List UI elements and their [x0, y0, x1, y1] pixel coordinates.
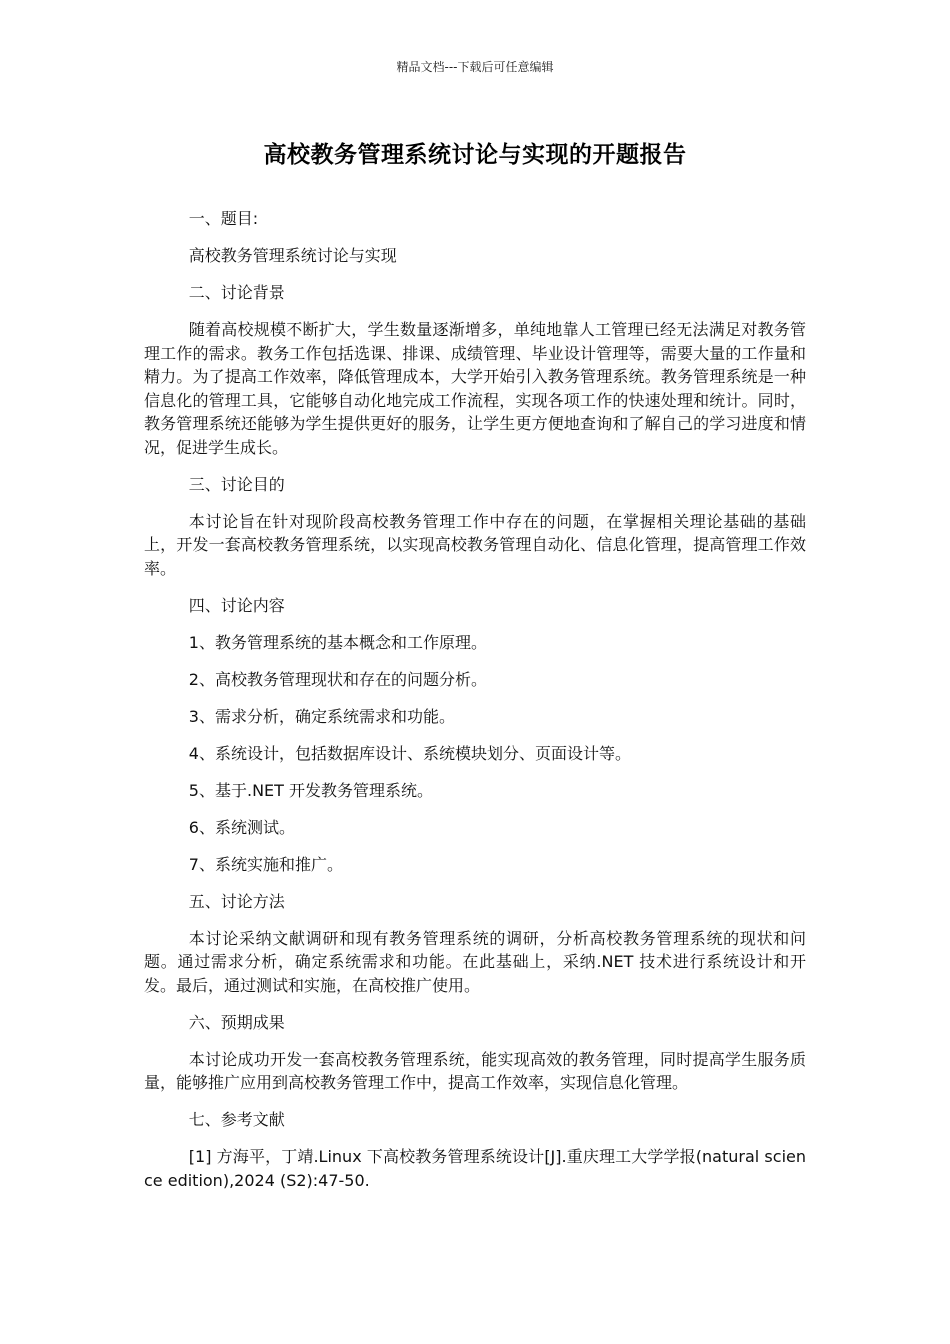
section-heading-references: 七、参考文献 [188, 1110, 285, 1129]
method-paragraph: 本讨论采纳文献调研和现有教务管理系统的调研，分析高校教务管理系统的现状和问题。通过需求分析，确定系统需求和功能。在此基础上，采纳.NET 技术进行系统设计和开发。最后，通过测试和实施，在高校推广使用。 [144, 928, 806, 995]
content-item-3: 3、需求分析，确定系统需求和功能。 [188, 706, 455, 726]
document-body [144, 207, 806, 1206]
content-item-6: 6、系统测试。 [188, 817, 295, 837]
content-item-7: 7、系统实施和推广。 [188, 854, 343, 874]
section-heading-content: 四、讨论内容 [188, 595, 285, 615]
purpose-paragraph: 本讨论旨在针对现阶段高校教务管理工作中存在的问题，在掌握相关理论基础的基础上，开发一套高校教务管理系统，以实现高校教务管理自动化、信息化管理，提高管理工作效率。 [144, 511, 806, 578]
content-item-5: 5、基于.NET 开发教务管理系统。 [188, 780, 434, 800]
content-item-2: 2、高校教务管理现状和存在的问题分析。 [188, 669, 487, 689]
reference-item-1: [1] 方海平，丁靖.Linux 下高校教务管理系统设计[J].重庆理工大学学报(natural science edition),2024 (S2):47-50. [144, 1147, 806, 1190]
results-paragraph: 本讨论成功开发一套高校教务管理系统，能实现高效的教务管理，同时提高学生服务质量，能够推广应用到高校教务管理工作中，提高工作效率，实现信息化管理。 [144, 1049, 806, 1092]
topic-text: 高校教务管理系统讨论与实现 [188, 246, 397, 265]
content-item-4: 4、系统设计，包括数据库设计、系统模块划分、页面设计等。 [188, 743, 631, 763]
page-header: 精品文档---下载后可任意编辑 [396, 60, 554, 74]
section-heading-background: 二、讨论背景 [188, 283, 285, 302]
section-heading-topic: 一、题目: [188, 209, 259, 228]
document-title: 高校教务管理系统讨论与实现的开题报告 [263, 142, 687, 168]
content-item-1: 1、教务管理系统的基本概念和工作原理。 [188, 632, 487, 652]
section-heading-purpose: 三、讨论目的 [188, 474, 285, 494]
section-heading-method: 五、讨论方法 [188, 891, 285, 911]
section-heading-results: 六、预期成果 [188, 1012, 285, 1032]
background-paragraph: 随着高校规模不断扩大，学生数量逐渐增多，单纯地靠人工管理已经无法满足对教务管理工作的需求。教务工作包括选课、排课、成绩管理、毕业设计管理等，需要大量的工作量和精力。为了提高工作效率，降低管理成本，大学开始引入教务管理系统。教务管理系统是一种信息化的管理工具，它能够自动化地完成工作流程，实现各项工作的快速处理和统计。同时，教务管理系统还能够为学生提供更好的服务，让学生更方便地查询和了解自己的学习进度和情况，促进学生成长。 [144, 320, 806, 457]
